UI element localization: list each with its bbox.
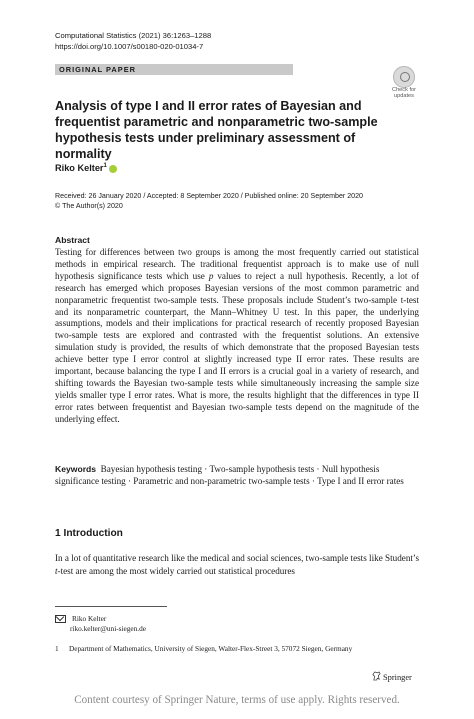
journal-line: Computational Statistics (2021) 36:1263–1288 bbox=[55, 31, 212, 40]
doi-link[interactable]: https://doi.org/10.1007/s00180-020-01034-7 bbox=[55, 41, 204, 51]
intro-text-2: -test are among the most widely carried out statistical procedures bbox=[57, 565, 295, 576]
author-name[interactable]: Riko Kelter bbox=[55, 163, 104, 174]
springer-horse-icon bbox=[372, 671, 381, 681]
article-type-label: ORIGINAL PAPER bbox=[59, 65, 136, 74]
affiliation-number: 1 bbox=[55, 644, 59, 653]
badge-text bbox=[384, 87, 424, 100]
corresponding-author bbox=[55, 614, 146, 635]
introduction-body bbox=[55, 552, 419, 577]
t-symbol: t bbox=[55, 565, 58, 576]
keywords-label: Keywords bbox=[55, 464, 97, 474]
check-updates-icon bbox=[393, 66, 415, 88]
affiliation-text: Department of Mathematics, University of Siegen, Walter-Flex-Street 3, 57072 Siegen, Germany bbox=[69, 644, 353, 653]
contact-name: Riko Kelter bbox=[72, 614, 107, 623]
p-symbol: p bbox=[208, 270, 214, 281]
publisher-name: Springer bbox=[383, 673, 412, 682]
abstract-heading: Abstract bbox=[55, 235, 90, 245]
article-title: Analysis of type I and II error rates of Bayesian and frequentist parametric and nonparametric two-sample hypothesis tests under preliminary assessment of normality bbox=[55, 99, 378, 161]
author-affiliation-marker: 1 bbox=[103, 163, 107, 169]
abstract-text-1: Testing for differences between two groups is among the most frequently carried out statistical methods in empirical research. The traditional frequentist approach is to make use of null hypothesis significance tests which use bbox=[55, 247, 419, 281]
dates-line: Received: 26 January 2020 / Accepted: 8 September 2020 / Published online: 20 September 2020 bbox=[55, 192, 363, 200]
abstract-body bbox=[55, 247, 419, 426]
check-for-updates-badge[interactable] bbox=[384, 66, 424, 104]
affiliation-footnote bbox=[55, 644, 352, 653]
orcid-icon[interactable] bbox=[109, 165, 117, 173]
journal-citation bbox=[55, 31, 211, 52]
section-heading-introduction: 1 Introduction bbox=[55, 528, 123, 539]
abstract-text-2: values to reject a null hypothesis. Recently, a lot of research has emerged which proposes Bayesian versions of the most common parametric and nonparametric frequentist two-sample tests. These proposals include Student’s two-sample t-test and its nonparametric counterpart, the Mann–Whitney U test. In this paper, the underlying assumptions, models and their implications for practical research of recently proposed Bayesian two-sample tests are explored and contrasted with the frequentist solutions. An extensive simulation study is provided, the results of which demonstrate that the proposed Bayesian tests achieve better type I error control at slightly increased type II error rates. These results are important, because balancing the type I and II errors is a crucial goal in a variety of research, and shifting towards the Bayesian two-sample tests while simultaneously increasing the sample size yields smaller type I error rates. What is more, the results highlight that the differences in type II error rates between frequentist and Bayesian two-sample tests depend on the magnitude of the underlying effect. bbox=[55, 270, 419, 424]
intro-text-1: In a lot of quantitative research like the medical and social sciences, two-sample tests like Student’s bbox=[55, 553, 419, 563]
badge-line-2: updates bbox=[394, 93, 414, 100]
mail-icon bbox=[55, 615, 66, 623]
contact-email[interactable]: riko.kelter@uni-siegen.de bbox=[70, 624, 147, 634]
copyright-line: © The Author(s) 2020 bbox=[55, 202, 123, 210]
rights-footer: Content courtesy of Springer Nature, terms of use apply. Rights reserved. bbox=[74, 694, 400, 706]
publisher-logo bbox=[372, 671, 412, 682]
badge-line-1: Check for bbox=[392, 87, 416, 93]
author-line bbox=[55, 163, 117, 173]
keywords-block bbox=[55, 464, 419, 488]
footnote-divider bbox=[55, 606, 167, 607]
keywords-text: Bayesian hypothesis testing · Two-sample hypothesis tests · Null hypothesis significance testing · Parametric and non-parametric two-sample tests · Type I and II error rates bbox=[55, 464, 404, 486]
publication-history bbox=[55, 191, 415, 211]
